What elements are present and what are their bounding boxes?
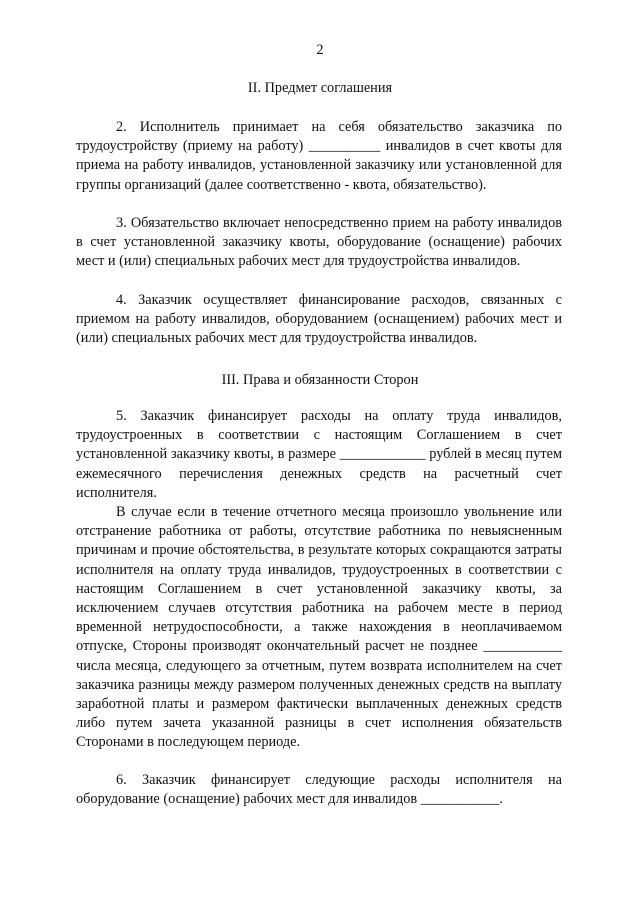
paragraph-6: 6. Заказчик финансирует следующие расходы исполнителя на оборудование (оснащение) рабочих мест для инвалидов ___________. xyxy=(76,772,562,808)
section-title-rights: III. Права и обязанности Сторон xyxy=(221,372,419,388)
paragraph-5: 5. Заказчик финансирует расходы на оплату труда инвалидов, трудоустроенных в соответствии с настоящим Соглашением в счет установленной заказчику квоты, в размере ____________ рублей в месяц путем ежемесячного перечисления денежных средств на расчетный счет исполнителя. xyxy=(76,408,562,501)
paragraph-5-continuation: В случае если в течение отчетного месяца произошло увольнение или отстранение работника от работы, отсутствие работника по невыясненным причинам и прочие обстоятельства, в результате которых сокращаются затраты исполнителя на оплату труда инвалидов, трудоустроенных в соответствии с настоящим Соглашением в счет установленной заказчику квоты, за исключением случаев отсутствия работника на рабочем месте в период временной нетрудоспособности, а также нахождения в неоплачиваемом отпуске, Стороны производят окончательный расчет не позднее ___________ числа месяца, следующего за отчетным, путем возврата исполнителем на счет заказчика разницы между размером полученных денежных средств на выплату заработной платы и размером фактически выплаченных денежных средств либо путем зачета указанной разницы в счет исполнения обязательств Сторонами в последующем периоде. xyxy=(76,504,562,751)
paragraph-2: 2. Исполнитель принимает на себя обязательство заказчика по трудоустройству (приему на работу) __________ инвалидов в счет квоты для приема на работу инвалидов, установленной заказчику или установленной для группы организаций (далее соответственно - квота, обязательство). xyxy=(76,119,562,193)
page-number: 2 xyxy=(316,42,324,58)
section-title-subject: II. Предмет соглашения xyxy=(247,80,393,96)
paragraph-3: 3. Обязательство включает непосредственно прием на работу инвалидов в счет установленной заказчику квоты, оборудование (оснащение) рабочих мест и (или) специальных рабочих мест для трудоустройства инвалидов. xyxy=(76,215,562,270)
paragraph-4: 4. Заказчик осуществляет финансирование расходов, связанных с приемом на работу инвалидов, оборудованием (оснащением) рабочих мест и (или) специальных рабочих мест для трудоустройства инвалидов. xyxy=(76,292,562,347)
